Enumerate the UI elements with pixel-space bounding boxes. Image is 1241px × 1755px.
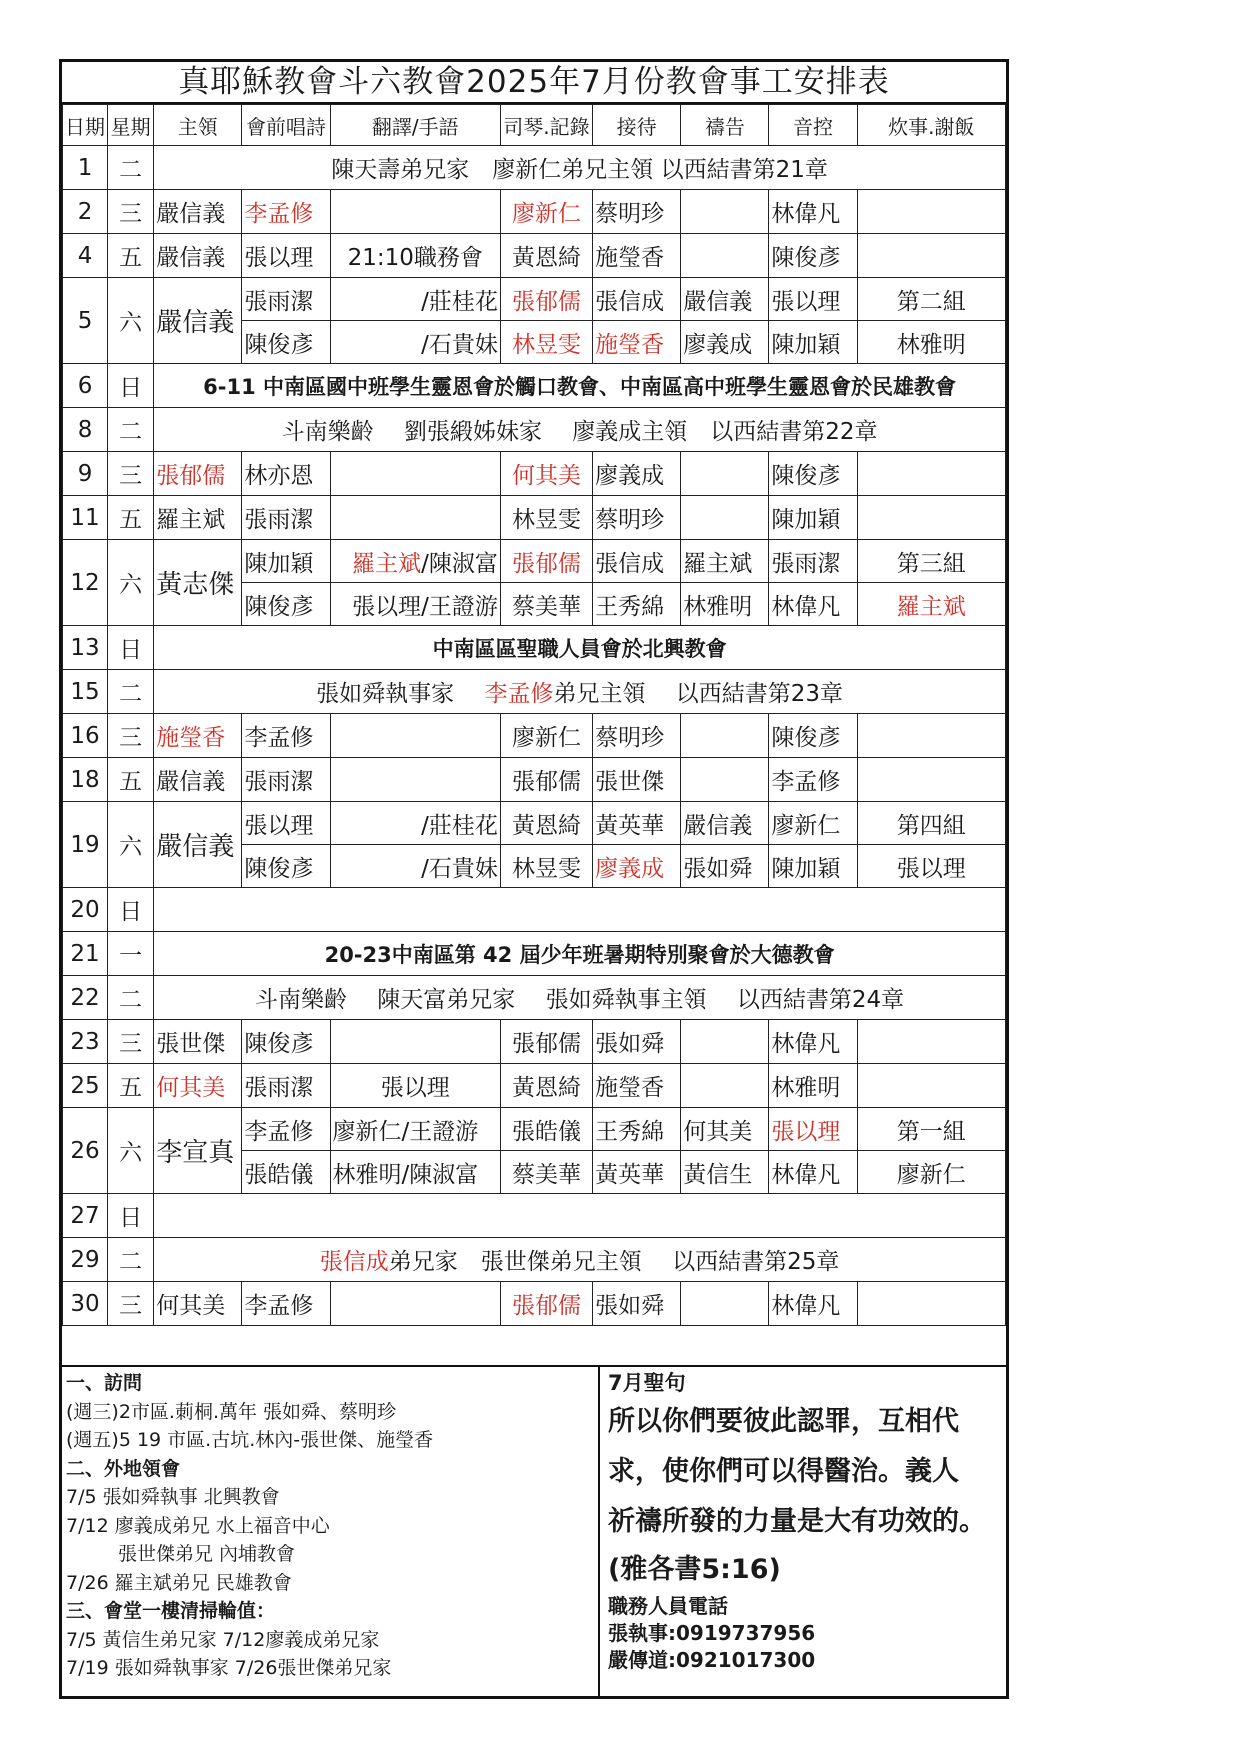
hymn-cell: 張雨潔: [242, 496, 330, 540]
weekday-cell: 六: [108, 278, 154, 364]
date-cell: 21: [63, 932, 108, 976]
note-text: 弟兄家 張世傑弟兄主領 以西結書第25章: [388, 1249, 840, 1275]
date-cell: 9: [63, 452, 108, 496]
weekday-cell: 五: [108, 758, 154, 802]
weekday-cell: 二: [108, 976, 154, 1020]
prayer-cell: [681, 1064, 769, 1108]
sound-cell: 李孟修: [769, 758, 857, 802]
date-cell: 19: [63, 802, 108, 888]
verse-title: 7月聖句: [608, 1371, 686, 1395]
leader-cell: 嚴信義: [154, 802, 242, 888]
weekday-cell: 二: [108, 1238, 154, 1282]
usher-cell: 王秀綿: [593, 583, 681, 626]
note-cell: 斗南樂齡 劉張緞姊妹家 廖義成主領 以西結書第22章: [154, 408, 1006, 452]
header-piano-record: 司琴.記錄: [500, 105, 592, 146]
note-cell: 20-23中南區第 42 屆少年班暑期特別聚會於大德教會: [154, 932, 1006, 976]
usher-cell: 施瑩香: [593, 1064, 681, 1108]
piano-cell: 林昱雯: [500, 321, 592, 364]
notes-panel: [62, 1367, 600, 1698]
piano-cell: 張皓儀: [500, 1108, 592, 1151]
weekday-cell: 三: [108, 1282, 154, 1326]
verse-line: 所以你們要彼此認罪，互相代: [608, 1406, 959, 1437]
visit-line: (週五)5 19 市區.古坑.林內-張世傑、施瑩香: [66, 1429, 434, 1451]
leader-cell: 羅主斌: [154, 496, 242, 540]
leader-cell: 嚴信義: [154, 190, 242, 234]
prayer-cell: [681, 758, 769, 802]
usher-cell: 張如舜: [593, 1282, 681, 1326]
away-line: 7/12 廖義成弟兄 水上福音中心: [66, 1514, 330, 1537]
date-cell: 23: [63, 1020, 108, 1064]
table-row: [63, 758, 1006, 802]
table-row: [63, 1238, 1006, 1282]
sound-cell: 陳俊彥: [769, 714, 857, 758]
usher-cell: 廖義成: [593, 452, 681, 496]
cook-cell: 廖新仁: [857, 1151, 1005, 1194]
date-cell: 22: [63, 976, 108, 1020]
hymn-cell: 陳俊彥: [242, 583, 330, 626]
piano-cell: 張郁儒: [500, 1020, 592, 1064]
cook-cell: 張以理: [857, 845, 1005, 888]
prayer-cell: 黃信生: [681, 1151, 769, 1194]
date-cell: 11: [63, 496, 108, 540]
prayer-cell: [681, 190, 769, 234]
prayer-cell: 林雅明: [681, 583, 769, 626]
prayer-cell: [681, 1282, 769, 1326]
table-row: [63, 888, 1006, 932]
verse-line: 祈禱所發的力量是大有功效的。: [608, 1506, 986, 1537]
header-sound: 音控: [769, 105, 857, 146]
sound-cell: 陳加穎: [769, 321, 857, 364]
verse-reference: (雅各書5:16): [608, 1554, 781, 1585]
usher-cell: 張世傑: [593, 758, 681, 802]
table-row: [63, 1108, 1006, 1151]
date-cell: 16: [63, 714, 108, 758]
usher-cell: 蔡明珍: [593, 496, 681, 540]
usher-cell: 張信成: [593, 540, 681, 583]
cook-cell: [857, 1282, 1005, 1326]
leader-cell: 嚴信義: [154, 234, 242, 278]
piano-cell: 蔡美華: [500, 1151, 592, 1194]
prayer-cell: 嚴信義: [681, 278, 769, 321]
note-text: 張如舜執事家: [316, 681, 485, 707]
phone-line: 嚴傳道:0921017300: [608, 1648, 816, 1672]
piano-cell: 黃恩綺: [500, 234, 592, 278]
weekday-cell: 二: [108, 408, 154, 452]
hymn-cell: 林亦恩: [242, 452, 330, 496]
verse-panel: [602, 1367, 1006, 1698]
sound-cell: 林雅明: [769, 1064, 857, 1108]
cook-cell: 第一組: [857, 1108, 1005, 1151]
date-cell: 29: [63, 1238, 108, 1282]
prayer-cell: [681, 234, 769, 278]
table-row: [63, 976, 1006, 1020]
piano-cell: 黃恩綺: [500, 1064, 592, 1108]
cook-cell: [857, 496, 1005, 540]
hymn-cell: 張雨潔: [242, 758, 330, 802]
piano-cell: 何其美: [500, 452, 592, 496]
note-cell: [154, 888, 1006, 932]
leader-cell: 張世傑: [154, 1020, 242, 1064]
note-cell: 斗南樂齡 陳天富弟兄家 張如舜執事主領 以西結書第24章: [154, 976, 1006, 1020]
weekday-cell: 五: [108, 496, 154, 540]
leader-cell: 黃志傑: [154, 540, 242, 626]
cook-cell: [857, 190, 1005, 234]
prayer-cell: 何其美: [681, 1108, 769, 1151]
prayer-cell: 羅主斌: [681, 540, 769, 583]
piano-cell: 張郁儒: [500, 758, 592, 802]
weekday-cell: 五: [108, 1064, 154, 1108]
prayer-cell: [681, 452, 769, 496]
date-cell: 25: [63, 1064, 108, 1108]
sound-cell: 廖新仁: [769, 802, 857, 845]
translation-cell: [330, 758, 500, 802]
piano-cell: 黃恩綺: [500, 802, 592, 845]
note-leader: 李孟修: [484, 681, 554, 707]
usher-cell: 廖義成: [593, 845, 681, 888]
hymn-cell: 張以理: [242, 802, 330, 845]
schedule-table: [62, 104, 1006, 1326]
weekday-cell: 六: [108, 1108, 154, 1194]
date-cell: 20: [63, 888, 108, 932]
usher-cell: 黃英華: [593, 802, 681, 845]
translation-cell: [330, 714, 500, 758]
table-row: [63, 1020, 1006, 1064]
sound-cell: 張以理: [769, 278, 857, 321]
away-line: 7/26 羅主斌弟兄 民雄教會: [66, 1571, 292, 1594]
note-cell: [154, 1194, 1006, 1238]
header-translation: 翻譯/手語: [330, 105, 500, 146]
header-prayer: 禱告: [681, 105, 769, 146]
note-cell: [154, 1238, 1006, 1282]
leader-cell: 嚴信義: [154, 278, 242, 364]
footer-section: [62, 1365, 1006, 1698]
sound-cell: 林偉凡: [769, 190, 857, 234]
prayer-cell: 張如舜: [681, 845, 769, 888]
away-line: 張世傑弟兄 內埔教會: [118, 1543, 296, 1565]
date-cell: 27: [63, 1194, 108, 1238]
translation-cell: /莊桂花: [330, 278, 500, 321]
piano-cell: 張郁儒: [500, 278, 592, 321]
prayer-cell: [681, 1020, 769, 1064]
cook-cell: 羅主斌: [857, 583, 1005, 626]
translation-cell: [330, 452, 500, 496]
cook-cell: [857, 1020, 1005, 1064]
sound-cell: 陳加穎: [769, 496, 857, 540]
usher-cell: 施瑩香: [593, 234, 681, 278]
date-cell: 5: [63, 278, 108, 364]
date-cell: 15: [63, 670, 108, 714]
table-row: [63, 1282, 1006, 1326]
weekday-cell: 日: [108, 1194, 154, 1238]
translation-name: /陳淑富: [421, 550, 498, 577]
piano-cell: 廖新仁: [500, 714, 592, 758]
table-row: [63, 496, 1006, 540]
table-row: [63, 364, 1006, 408]
weekday-cell: 二: [108, 146, 154, 190]
weekday-cell: 五: [108, 234, 154, 278]
hymn-cell: 陳加穎: [242, 540, 330, 583]
clean-title: 三、會堂一樓清掃輪值：: [66, 1600, 276, 1622]
cook-cell: [857, 758, 1005, 802]
table-row: [63, 540, 1006, 583]
sound-cell: 林偉凡: [769, 1282, 857, 1326]
sound-cell: 陳俊彥: [769, 452, 857, 496]
sound-cell: 林偉凡: [769, 583, 857, 626]
hymn-cell: 李孟修: [242, 190, 330, 234]
table-row: [63, 408, 1006, 452]
table-row: [63, 1194, 1006, 1238]
header-usher: 接待: [593, 105, 681, 146]
leader-cell: 何其美: [154, 1064, 242, 1108]
date-cell: 6: [63, 364, 108, 408]
translation-cell: /莊桂花: [330, 802, 500, 845]
prayer-cell: 廖義成: [681, 321, 769, 364]
hymn-cell: 張以理: [242, 234, 330, 278]
date-cell: 18: [63, 758, 108, 802]
page-title: 真耶穌教會斗六教會2025年7月份教會事工安排表: [62, 62, 1006, 104]
date-cell: 2: [63, 190, 108, 234]
header-row: [63, 105, 1006, 146]
translation-cell: 張以理/王證游: [330, 583, 500, 626]
leader-cell: 嚴信義: [154, 758, 242, 802]
header-leader: 主領: [154, 105, 242, 146]
usher-cell: 張如舜: [593, 1020, 681, 1064]
hymn-cell: 李孟修: [242, 1282, 330, 1326]
translation-cell: [330, 190, 500, 234]
sound-cell: 林偉凡: [769, 1020, 857, 1064]
piano-cell: 張郁儒: [500, 540, 592, 583]
note-cell: [154, 670, 1006, 714]
piano-cell: 蔡美華: [500, 583, 592, 626]
weekday-cell: 三: [108, 1020, 154, 1064]
cook-cell: [857, 452, 1005, 496]
sound-cell: 林偉凡: [769, 1151, 857, 1194]
leader-cell: 李宣真: [154, 1108, 242, 1194]
leader-cell: 何其美: [154, 1282, 242, 1326]
cook-cell: 第三組: [857, 540, 1005, 583]
note-host: 張信成: [319, 1249, 389, 1275]
table-row: [63, 146, 1006, 190]
visit-line: (週三)2市區.莿桐.萬年 張如舜、蔡明珍: [66, 1400, 397, 1423]
clean-line: 7/19 張如舜執事家 7/26張世傑弟兄家: [66, 1657, 392, 1679]
usher-cell: 施瑩香: [593, 321, 681, 364]
translation-name: 羅主斌: [352, 550, 422, 577]
translation-cell: /石貴妹: [330, 845, 500, 888]
translation-cell: 張以理: [330, 1064, 500, 1108]
date-cell: 8: [63, 408, 108, 452]
weekday-cell: 三: [108, 452, 154, 496]
prayer-cell: [681, 714, 769, 758]
translation-cell: [330, 1020, 500, 1064]
leader-cell: 張郁儒: [154, 452, 242, 496]
translation-cell: 21:10職務會: [330, 234, 500, 278]
sound-cell: 張以理: [769, 1108, 857, 1151]
note-text: 弟兄主領 以西結書第23章: [553, 681, 844, 707]
usher-cell: 張信成: [593, 278, 681, 321]
weekday-cell: 六: [108, 540, 154, 626]
table-row: [63, 802, 1006, 845]
sound-cell: 陳俊彥: [769, 234, 857, 278]
leader-cell: 施瑩香: [154, 714, 242, 758]
piano-cell: 張郁儒: [500, 1282, 592, 1326]
date-cell: 13: [63, 626, 108, 670]
phone-title: 職務人員電話: [608, 1594, 728, 1618]
table-row: [63, 190, 1006, 234]
table-row: [63, 626, 1006, 670]
hymn-cell: 李孟修: [242, 714, 330, 758]
usher-cell: 蔡明珍: [593, 190, 681, 234]
cook-cell: [857, 714, 1005, 758]
hymn-cell: 陳俊彥: [242, 845, 330, 888]
cook-cell: [857, 234, 1005, 278]
verse-line: 求，使你們可以得醫治。義人: [608, 1456, 959, 1487]
table-row: [63, 452, 1006, 496]
table-row: [63, 1064, 1006, 1108]
header-date: 日期: [63, 105, 108, 146]
cook-cell: 第四組: [857, 802, 1005, 845]
date-cell: 30: [63, 1282, 108, 1326]
date-cell: 1: [63, 146, 108, 190]
weekday-cell: 一: [108, 932, 154, 976]
usher-cell: 黃英華: [593, 1151, 681, 1194]
translation-cell: /石貴妹: [330, 321, 500, 364]
note-cell: 陳天壽弟兄家 廖新仁弟兄主領 以西結書第21章: [154, 146, 1006, 190]
table-row: [63, 932, 1006, 976]
translation-cell: 廖新仁/王證游: [330, 1108, 500, 1151]
header-pre-hymn: 會前唱詩: [242, 105, 330, 146]
prayer-cell: 嚴信義: [681, 802, 769, 845]
weekday-cell: 三: [108, 190, 154, 234]
weekday-cell: 日: [108, 888, 154, 932]
table-row: [63, 278, 1006, 321]
prayer-cell: [681, 496, 769, 540]
away-title: 二、外地領會: [66, 1457, 181, 1480]
hymn-cell: 陳俊彥: [242, 1020, 330, 1064]
translation-cell: [330, 496, 500, 540]
weekday-cell: 日: [108, 364, 154, 408]
visit-title: 一、訪問: [66, 1372, 143, 1394]
away-line: 7/5 張如舜執事 北興教會: [66, 1486, 280, 1508]
usher-cell: 蔡明珍: [593, 714, 681, 758]
sound-cell: 陳加穎: [769, 845, 857, 888]
table-row: [63, 670, 1006, 714]
cook-cell: 林雅明: [857, 321, 1005, 364]
hymn-cell: 張雨潔: [242, 1064, 330, 1108]
header-cooking: 炊事.謝飯: [857, 105, 1005, 146]
translation-cell: 林雅明/陳淑富: [330, 1151, 500, 1194]
hymn-cell: 李孟修: [242, 1108, 330, 1151]
piano-cell: 林昱雯: [500, 496, 592, 540]
note-cell: 6-11 中南區國中班學生靈恩會於觸口教會、中南區高中班學生靈恩會於民雄教會: [154, 364, 1006, 408]
translation-cell: [330, 540, 500, 583]
table-row: [63, 714, 1006, 758]
piano-cell: 廖新仁: [500, 190, 592, 234]
header-weekday: 星期: [108, 105, 154, 146]
date-cell: 26: [63, 1108, 108, 1194]
usher-cell: 王秀綿: [593, 1108, 681, 1151]
hymn-cell: 張皓儀: [242, 1151, 330, 1194]
schedule-sheet: [59, 59, 1009, 1699]
hymn-cell: 張雨潔: [242, 278, 330, 321]
clean-line: 7/5 黃信生弟兄家 7/12廖義成弟兄家: [66, 1628, 380, 1651]
cook-cell: 第二組: [857, 278, 1005, 321]
table-row: [63, 234, 1006, 278]
date-cell: 4: [63, 234, 108, 278]
weekday-cell: 三: [108, 714, 154, 758]
cook-cell: [857, 1064, 1005, 1108]
translation-cell: [330, 1282, 500, 1326]
sound-cell: 張雨潔: [769, 540, 857, 583]
piano-cell: 林昱雯: [500, 845, 592, 888]
weekday-cell: 日: [108, 626, 154, 670]
note-cell: 中南區區聖職人員會於北興教會: [154, 626, 1006, 670]
date-cell: 12: [63, 540, 108, 626]
weekday-cell: 二: [108, 670, 154, 714]
hymn-cell: 陳俊彥: [242, 321, 330, 364]
weekday-cell: 六: [108, 802, 154, 888]
phone-line: 張執事:0919737956: [608, 1621, 816, 1645]
